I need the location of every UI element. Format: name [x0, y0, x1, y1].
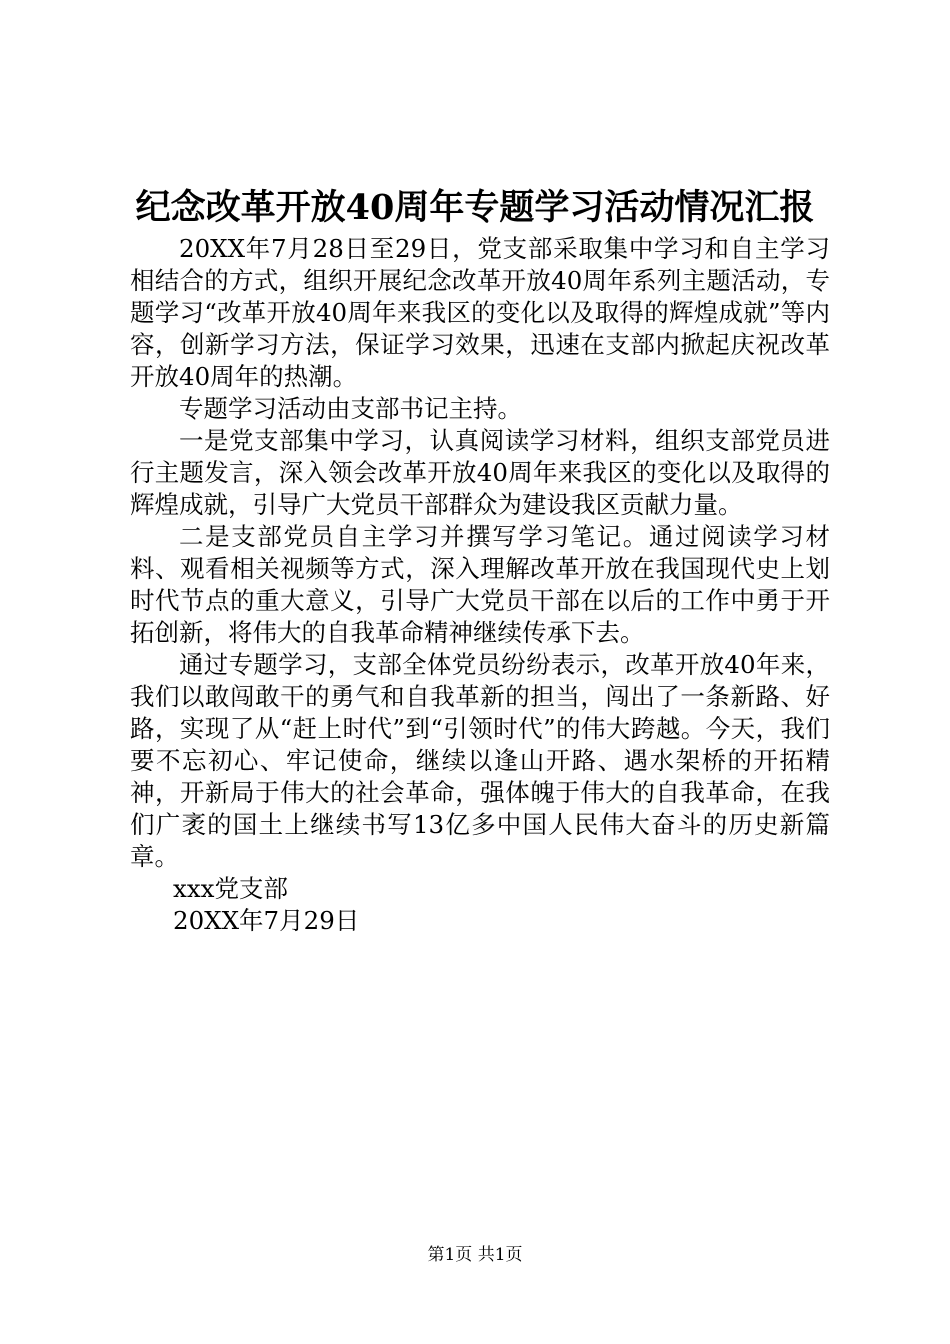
page-number-footer: 第1页 共1页	[427, 1245, 523, 1265]
signature-organization: xxx党支部	[173, 874, 288, 903]
document-body	[130, 233, 830, 937]
signature-date: 20XX年7月29日	[173, 906, 360, 935]
paragraph-self-study: 二是支部党员自主学习并撰写学习笔记。通过阅读学习材料、观看相关视频等方式，深入理解改革开放在我国现代史上划时代节点的重大意义，引导广大党员干部在以后的工作中勇于开拓创新，将伟大的自我革命精神继续传承下去。	[130, 522, 830, 647]
document-title: 纪念改革开放40周年专题学习活动情况汇报	[135, 187, 815, 228]
paragraph-intro: 20XX年7月28日至29日，党支部采取集中学习和自主学习相结合的方式，组织开展纪念改革开放40周年系列主题活动，专题学习“改革开放40周年来我区的变化以及取得的辉煌成就”等内容，创新学习方法，保证学习效果，迅速在支部内掀起庆祝改革开放40周年的热潮。	[130, 234, 830, 391]
paragraph-host: 专题学习活动由支部书记主持。	[179, 394, 522, 423]
paragraph-conclusion: 通过专题学习，支部全体党员纷纷表示，改革开放40年来，我们以敢闯敢干的勇气和自我革新的担当，闯出了一条新路、好路，实现了从“赶上时代”到“引领时代”的伟大跨越。今天，我们要不忘初心、牢记使命，继续以逢山开路、遇水架桥的开拓精神，开新局于伟大的社会革命，强体魄于伟大的自我革命，在我们广袤的国土上继续书写13亿多中国人民伟大奋斗的历史新篇章。	[130, 650, 830, 871]
paragraph-collective-study: 一是党支部集中学习，认真阅读学习材料，组织支部党员进行主题发言，深入领会改革开放40周年来我区的变化以及取得的辉煌成就，引导广大党员干部群众为建设我区贡献力量。	[130, 426, 830, 519]
